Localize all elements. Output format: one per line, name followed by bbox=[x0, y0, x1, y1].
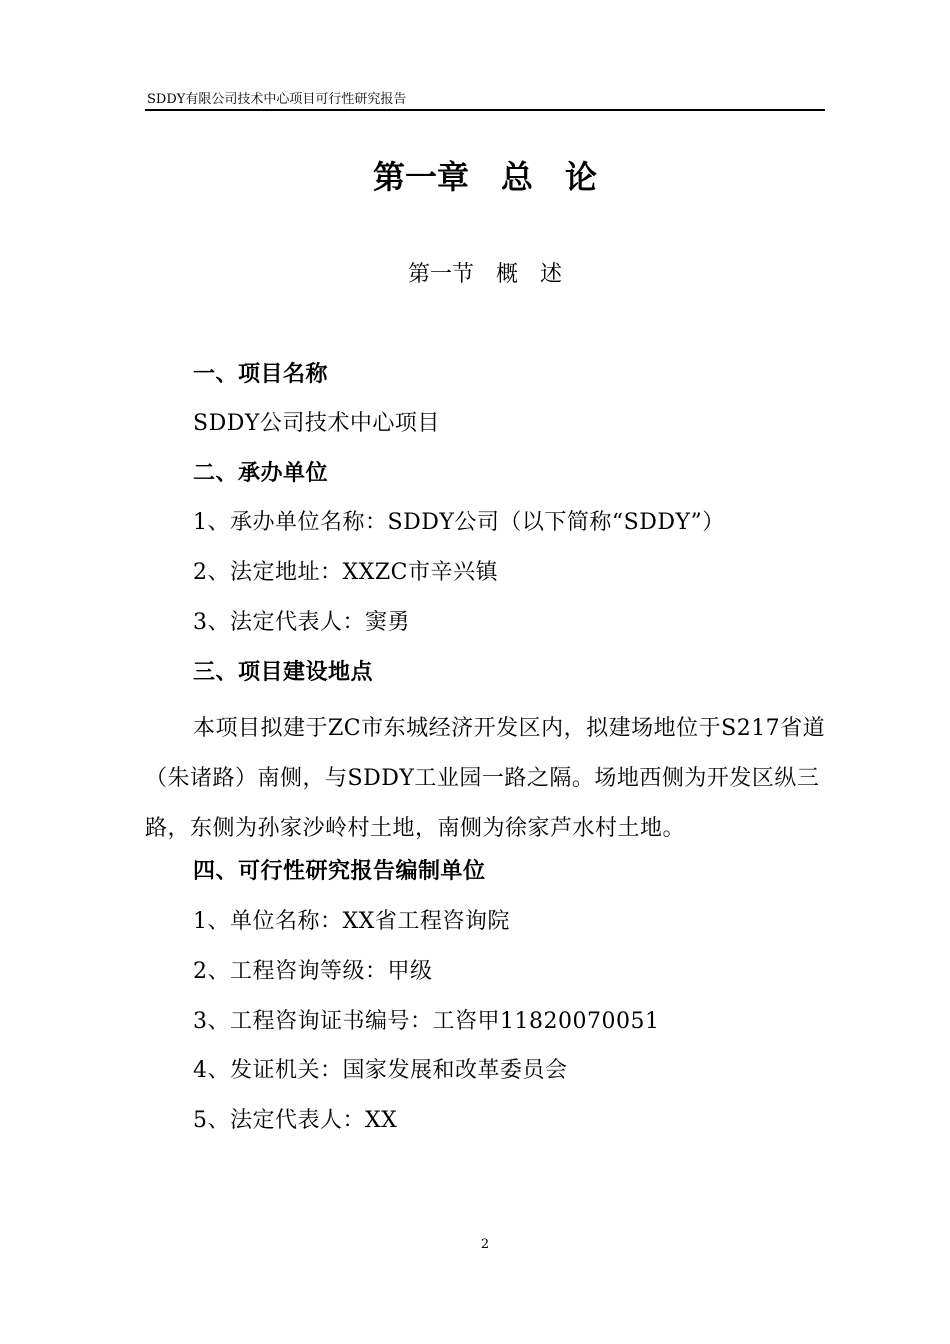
compiler-grade: 2、工程咨询等级：甲级 bbox=[193, 959, 433, 984]
heading-report-compiler: 四、可行性研究报告编制单位 bbox=[193, 859, 486, 884]
heading-construction-site: 三、项目建设地点 bbox=[193, 660, 374, 685]
page-header: SDDY有限公司技术中心项目可行性研究报告 bbox=[147, 92, 407, 107]
compiler-certificate-number: 3、工程咨询证书编号：工咨甲11820070051 bbox=[193, 1009, 660, 1034]
page-number: 2 bbox=[480, 1237, 490, 1252]
section-title: 第一节 概 述 bbox=[407, 262, 562, 287]
construction-site-paragraph: 本项目拟建于ZC市东城经济开发区内，拟建场地位于S217省道（朱诸路）南侧，与SDDY工业园一路之隔。场地西侧为开发区纵三路，东侧为孙家沙岭村土地，南侧为徐家芦水村土地。 bbox=[145, 716, 826, 841]
project-name-text: SDDY公司技术中心项目 bbox=[193, 411, 440, 436]
header-rule bbox=[145, 109, 825, 111]
heading-project-name: 一、项目名称 bbox=[193, 362, 329, 387]
undertaking-unit-name: 1、承办单位名称：SDDY公司（以下简称“SDDY”） bbox=[193, 510, 725, 535]
compiler-representative: 5、法定代表人：XX bbox=[193, 1108, 398, 1133]
compiler-issuing-authority: 4、发证机关：国家发展和改革委员会 bbox=[193, 1058, 568, 1083]
undertaking-unit-address: 2、法定地址：XXZC市辛兴镇 bbox=[193, 560, 498, 585]
compiler-name: 1、单位名称：XX省工程咨询院 bbox=[193, 909, 510, 934]
chapter-title: 第一章 总 论 bbox=[372, 158, 597, 196]
undertaking-unit-representative: 3、法定代表人：窦勇 bbox=[193, 610, 410, 635]
heading-undertaking-unit: 二、承办单位 bbox=[193, 461, 329, 486]
